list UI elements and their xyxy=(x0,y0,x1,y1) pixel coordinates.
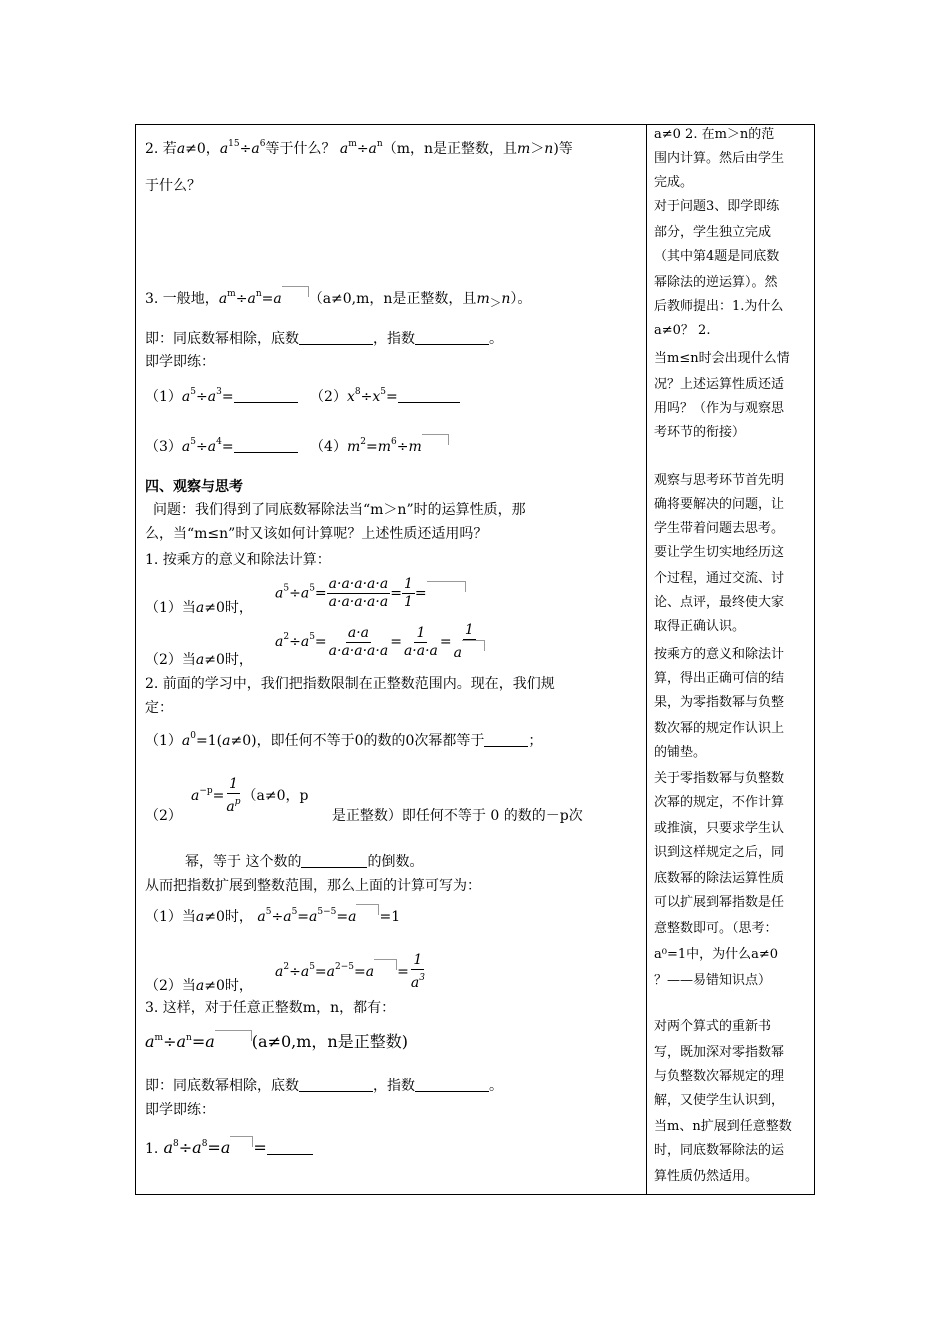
question-2: 2. 若a≠0，$a^{15}\div a^6$等于什么？ $a^m\div a^n(m$，n是正整数，且m＞n)等 xyxy=(145,139,573,157)
question-3: 3. 一般地，$a^m\div a^n=a$ （a≠0,m，n是正整数，且$m_>n$）。 xyxy=(145,284,531,313)
calc-1: $a^5\div a^5=$ $\frac{a\cdot a\cdot a\cdot a\cdot a}{a\cdot a\cdot a\cdot a\cdot a}$ = $\frac{1}{1}$ = xyxy=(275,576,466,611)
case-1-label: （1）当a≠0时， xyxy=(145,600,253,616)
practice-title: 即学即练： xyxy=(145,354,215,370)
calc-2: $a^2\div a^5=$ $\frac{a\cdot a}{a\cdot a\cdot a\cdot a\cdot a}$ = $\frac{1}{a\cdot a\cdot a}$ = $\frac{1}{a}$ xyxy=(275,622,487,662)
note-line: a≠0？ 2. xyxy=(654,323,711,338)
note-line: 果，为零指数幂与负整 xyxy=(654,695,785,710)
note-line: 底数幂的除法运算性质 xyxy=(654,871,785,886)
practice-2-title: 即学即练： xyxy=(145,1102,215,1118)
item-3: 3. 这样，对于任意正整数m，n，都有： xyxy=(145,1000,396,1016)
note-line: 完成。 xyxy=(654,175,694,190)
note-line: 考环节的衔接） xyxy=(654,425,746,440)
note-line: 个过程，通过交流、讨 xyxy=(654,571,785,586)
note-line: 当m≤n时会出现什么情 xyxy=(654,351,790,366)
note-line: 部分，学生独立完成 xyxy=(654,225,772,240)
note-line: 识到这样规定之后，同 xyxy=(654,845,785,860)
note-line: 况？上述运算性质还适 xyxy=(654,377,785,392)
note-line: 或推演，只要求学生认 xyxy=(654,821,785,836)
note-line: 论、点评，最终使大家 xyxy=(654,595,785,610)
column-divider xyxy=(646,124,647,1195)
note-line: 算性质仍然适用。 xyxy=(654,1169,759,1184)
item-1: 1. 按乘方的意义和除法计算： xyxy=(145,552,331,568)
note-line: 写，既加深对零指数幂 xyxy=(654,1045,785,1060)
note-line: 数次幂的规定作认识上 xyxy=(654,721,785,736)
note-line: 要让学生切实地经历这 xyxy=(654,545,785,560)
item-2: 2. 前面的学习中，我们把指数限制在正整数范围内。现在，我们规 xyxy=(145,676,555,692)
rule-line-2: 即：同底数幂相除，底数 ，指数 。 xyxy=(145,1078,503,1094)
note-line: 当m、n扩展到任意整数 xyxy=(654,1119,792,1134)
note-line: 确将要解决的问题，让 xyxy=(654,497,785,512)
extend-2: （2）当a≠0时， xyxy=(145,978,253,994)
note-line: 意整数即可。（思考： xyxy=(654,921,778,936)
note-line: 观察与思考环节首先明 xyxy=(654,473,785,488)
definition-2-formula: $a^{-p}=$ $\frac{1}{a^p}$ （a≠0，p xyxy=(191,776,309,815)
section-4-title: 四、观察与思考 xyxy=(145,479,243,495)
note-line: a≠0 2. 在m＞n的范 xyxy=(654,127,775,142)
note-line: 幂除法的逆运算）。然 xyxy=(654,275,778,290)
note-line: 可以扩展到幂指数是任 xyxy=(654,895,785,910)
note-line: 围内计算。然后由学生 xyxy=(654,151,785,166)
note-line: （其中第4题是同底数 xyxy=(654,249,780,264)
note-line: a⁰=1中，为什么a≠0 xyxy=(654,947,779,962)
note-line: 用吗？（作为与观察思 xyxy=(654,401,785,416)
note-line: 算，得出正确可信的结 xyxy=(654,671,785,686)
note-line: 关于零指数幂与负整数 xyxy=(654,771,785,786)
question-2-cont: 于什么？ xyxy=(145,178,201,194)
section-4-question-cont: 么，当“m≤n”时又该如何计算呢？上述性质还适用吗？ xyxy=(145,526,488,542)
definition-2: （2） 是正整数）即任何不等于 0 的数的－p次 xyxy=(145,808,583,824)
note-line: 时，同底数幂除法的运 xyxy=(654,1143,785,1158)
note-line: 后教师提出：1.为什么 xyxy=(654,299,784,314)
note-line: 学生带着问题去思考。 xyxy=(654,521,785,536)
note-line: 取得正确认识。 xyxy=(654,619,746,634)
note-line: 的铺垫。 xyxy=(654,745,707,760)
practice-row-2: $(3)a^5\div a^4= (4)m^2=m^6\div m$ xyxy=(145,432,449,457)
extend-2-formula: $a^2\div a^5=a^{2-5}=a$ = $\frac{1}{a^3}$ xyxy=(275,952,425,991)
general-rule: $a^m\div a^n=a$ (a≠0,m，n是正整数) xyxy=(145,1032,408,1051)
item-2-cont: 定： xyxy=(145,700,173,716)
note-line: ？——易错知识点） xyxy=(654,973,772,988)
note-line: 次幂的规定，不作计算 xyxy=(654,795,785,810)
rule-line-1: 即：同底数幂相除，底数 ，指数 。 xyxy=(145,331,503,347)
section-4-question: 问题：我们得到了同底数幂除法当“m＞n”时的运算性质，那 xyxy=(153,502,526,518)
extend-1: （1）当a≠0时， $a^5\div a^5=a^{5-5}=a =1$ xyxy=(145,902,400,927)
definition-1: $(1)a^0=1(a\ne 0)$，即任何不等于0的数的0次幂都等于 ； xyxy=(145,731,543,749)
note-line: 对于问题3、即学即练 xyxy=(654,199,780,214)
note-line: 对两个算式的重新书 xyxy=(654,1019,772,1034)
case-2-label: （2）当a≠0时， xyxy=(145,652,253,668)
extend-note: 从而把指数扩展到整数范围，那么上面的计算可写为： xyxy=(145,878,481,894)
note-line: 与负整数次幂规定的理 xyxy=(654,1069,785,1084)
note-line: 解，又使学生认识到， xyxy=(654,1093,785,1108)
note-line: 按乘方的意义和除法计 xyxy=(654,647,785,662)
practice-2-ex1: 1. $a^8\div a^8=a$ = xyxy=(145,1134,313,1159)
practice-row-1: $(1)a^5\div a^3= (2)x^8\div x^5=$ xyxy=(145,382,460,407)
definition-2-cont: 幂，等于 这个数的 的倒数。 xyxy=(185,854,424,870)
